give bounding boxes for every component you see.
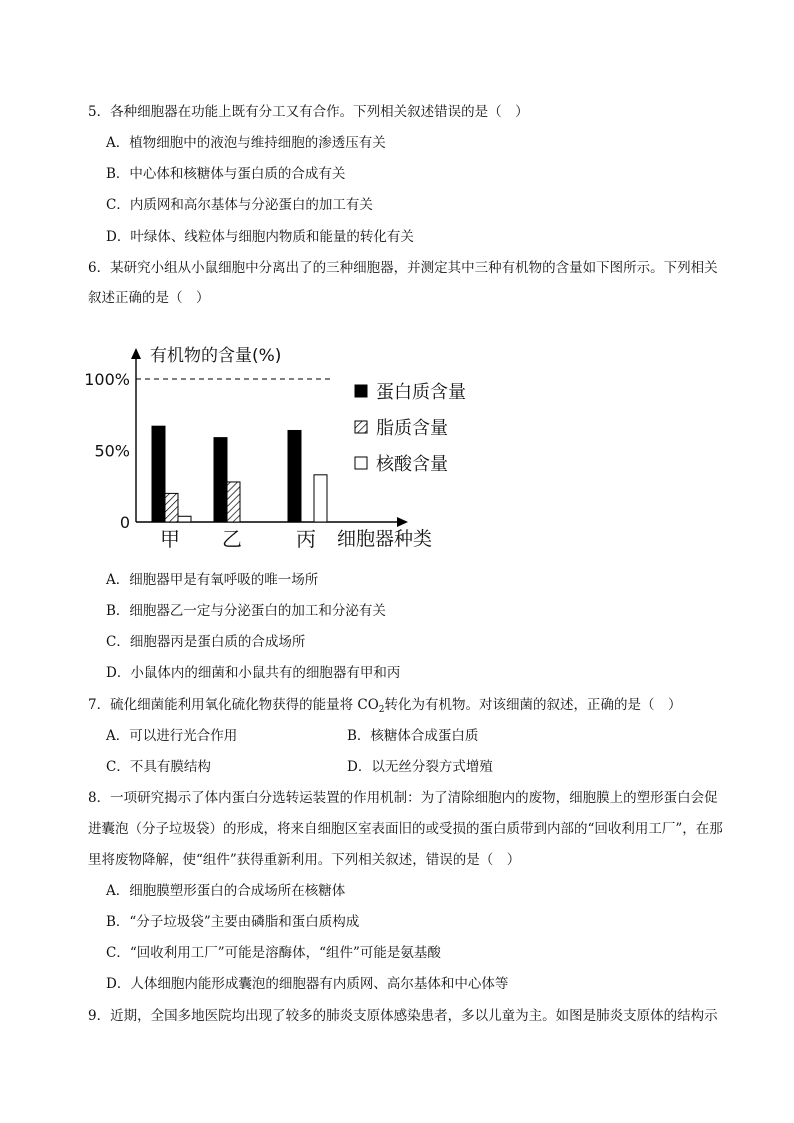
- chart-legend: [355, 382, 466, 475]
- q7-stem-pre: 7．硫化细菌能利用氧化硫化物获得的能量将 CO: [88, 697, 379, 713]
- q5-option-b: B．中心体和核糖体与蛋白质的合成有关: [106, 166, 346, 182]
- q7-option-d: D．以无丝分裂方式增殖: [347, 759, 493, 775]
- q5-option-d: D．叶绿体、线粒体与细胞内物质和能量的转化有关: [106, 229, 414, 245]
- q8-option-a: A．细胞膜塑形蛋白的合成场所在核糖体: [106, 883, 346, 899]
- q8-stem-line3: 里将废物降解，使“组件”获得重新利用。下列相关叙述，错误的是（ ）: [88, 852, 521, 868]
- bar: [288, 430, 301, 522]
- q8-option-b: B．“分子垃圾袋”主要由磷脂和蛋白质构成: [106, 914, 360, 930]
- q6-option-b: B．细胞器乙一定与分泌蛋白的加工和分泌有关: [106, 603, 386, 619]
- bar: [152, 426, 165, 522]
- q7-option-a: A．可以进行光合作用: [106, 728, 238, 744]
- x-axis-label: 细胞器种类: [337, 528, 433, 550]
- q6-option-c: C．细胞器丙是蛋白质的合成场所: [106, 634, 306, 650]
- q7-option-c: C．不具有膜结构: [106, 759, 211, 775]
- q8-stem-line2: 进囊泡（分子垃圾袋）的形成，将来自细胞区室表面旧的或受损的蛋白质带到内部的“回收利用工厂”，在那: [88, 821, 723, 837]
- q5-stem: 5．各种细胞器在功能上既有分工又有合作。下列相关叙述错误的是（ ）: [88, 104, 529, 120]
- q6-option-a: A．细胞器甲是有氧呼吸的唯一场所: [106, 572, 319, 588]
- bar: [227, 482, 240, 522]
- q8-option-c: C．“回收利用工厂”可能是溶酶体，“组件”可能是氨基酸: [106, 945, 441, 961]
- chart-bars: [152, 426, 327, 522]
- bar: [165, 493, 178, 522]
- q6-option-d: D．小鼠体内的细菌和小鼠共有的细胞器有甲和丙: [106, 665, 401, 681]
- y-tick-label: 50%: [94, 441, 130, 461]
- q5-option-c: C．内质网和高尔基体与分泌蛋白的加工有关: [106, 197, 373, 213]
- q7-stem-subscript: 2: [378, 705, 385, 715]
- y-axis-label: 有机物的含量(%): [150, 346, 282, 366]
- legend-swatch: [355, 457, 367, 469]
- q7-stem-post: 转化为有机物。对该细菌的叙述，正确的是（ ）: [384, 697, 682, 713]
- y-axis-arrow: [131, 348, 141, 359]
- bar: [314, 475, 327, 522]
- q6-stem-line1: 6．某研究小组从小鼠细胞中分离出了的三种细胞器，并测定其中三种有机物的含量如下图所示。下列相关: [88, 260, 718, 276]
- organelle-composition-chart: [80, 335, 500, 560]
- legend-label: 蛋白质含量: [376, 382, 466, 403]
- y-tick-label: 100%: [84, 370, 130, 389]
- q7-stem: [88, 696, 682, 719]
- q8-option-d: D．人体细胞内能形成囊泡的细胞器有内质网、高尔基体和中心体等: [106, 976, 509, 992]
- x-axis-arrow: [397, 517, 408, 527]
- bar: [214, 438, 227, 522]
- q7-option-b: B．核糖体合成蛋白质: [347, 728, 479, 744]
- y-tick-label: 0: [119, 513, 130, 532]
- legend-label: 脂质含量: [376, 418, 448, 439]
- q9-stem-line1: 9．近期，全国多地医院均出现了较多的肺炎支原体感染患者，多以儿童为主。如图是肺炎支原体的结构示: [88, 1008, 718, 1024]
- q5-option-a: A．植物细胞中的液泡与维持细胞的渗透压有关: [106, 135, 386, 151]
- q8-stem-line1: 8．一项研究揭示了体内蛋白分选转运装置的作用机制：为了清除细胞内的废物，细胞膜上的塑形蛋白会促: [88, 790, 718, 806]
- q6-stem-line2: 叙述正确的是（ ）: [88, 290, 210, 306]
- bar: [178, 516, 191, 522]
- legend-swatch: [355, 421, 367, 433]
- legend-label: 核酸含量: [376, 454, 448, 475]
- legend-swatch: [355, 385, 367, 397]
- x-tick-label: 乙: [222, 527, 242, 551]
- x-tick-label: 丙: [296, 527, 316, 551]
- x-tick-label: 甲: [160, 527, 180, 551]
